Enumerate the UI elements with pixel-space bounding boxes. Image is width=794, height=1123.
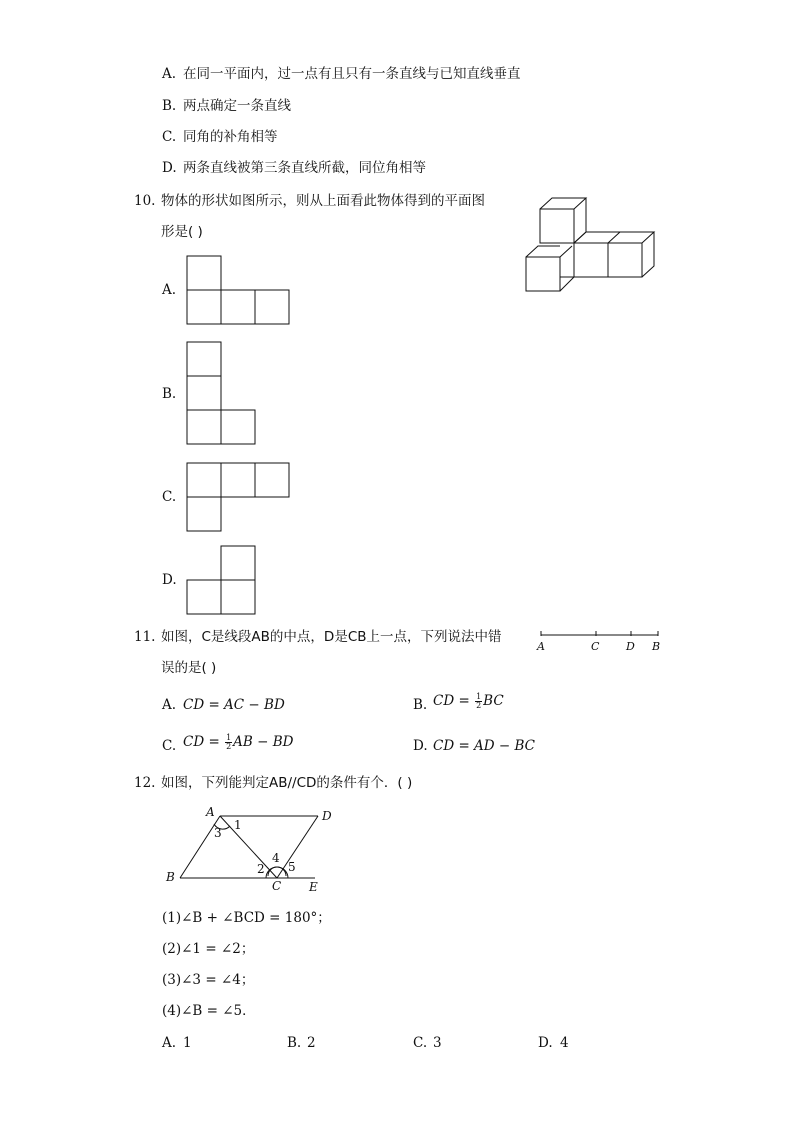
q12-option-d-label: D. (538, 1035, 553, 1051)
q9-option-c-label: C. (162, 129, 177, 145)
q11-option-a-label: A. (162, 697, 177, 713)
q10-stem-line2: 形是( ) (161, 224, 203, 240)
q12-stem: 如图，下列能判定AB∕∕CD的条件有个．( ) (161, 775, 413, 791)
q12-number: 12. (134, 775, 156, 791)
q11-stem-line1: 如图，C是线段AB的中点，D是CB上一点，下列说法中错 (161, 629, 502, 645)
q12-angle-4-label: 4 (272, 851, 280, 865)
q9-option-d-text: 两条直线被第三条直线所截，同位角相等 (183, 160, 426, 176)
q12-point-b-label: B (166, 870, 175, 884)
q10-option-a-figure (186, 255, 290, 325)
q10-stem-line1: 物体的形状如图所示，则从上面看此物体得到的平面图 (161, 193, 485, 209)
q12-condition-1: (1)∠B + ∠BCD = 180°； (162, 910, 331, 926)
q11-option-c-text: CD = $\frac{1}{2}$ AB − BD (183, 733, 294, 751)
q11-point-b-label: B (652, 640, 661, 653)
q12-condition-3: (3)∠3 = ∠4； (162, 972, 255, 988)
q12-point-a-label: A (206, 805, 215, 819)
q9-option-b-label: B. (162, 98, 177, 114)
q11-point-c-label: C (591, 640, 600, 653)
q10-option-a-label: A. (162, 282, 177, 298)
q12-parallelogram-figure (160, 804, 330, 894)
q10-option-c-figure (186, 462, 290, 532)
q12-angle-2-label: 2 (257, 862, 265, 876)
q12-angle-5-label: 5 (288, 860, 296, 874)
q11-option-c-label: C. (162, 738, 177, 754)
q10-option-c-label: C. (162, 489, 177, 505)
q9-option-a-text: 在同一平面内，过一点有且只有一条直线与已知直线垂直 (183, 66, 521, 82)
q10-option-b-label: B. (162, 386, 177, 402)
q9-option-b-text: 两点确定一条直线 (183, 98, 291, 114)
q12-option-d-text: 4 (560, 1035, 569, 1051)
q12-angle-3-label: 3 (214, 826, 222, 840)
q12-angle-1-label: 1 (234, 818, 242, 832)
q12-option-a-label: A. (162, 1035, 177, 1051)
q9-option-a-label: A. (162, 66, 177, 82)
q11-option-d-label: D. (413, 738, 428, 754)
q10-number: 10. (134, 193, 156, 209)
q12-option-b-label: B. (287, 1035, 302, 1051)
q11-number: 11. (134, 629, 156, 645)
q10-option-b-figure (186, 341, 256, 445)
q11-point-d-label: D (626, 640, 635, 653)
q9-option-d-label: D. (162, 160, 177, 176)
q11-option-b-label: B. (413, 697, 428, 713)
q12-point-e-label: E (309, 880, 318, 894)
q11-point-a-label: A (537, 640, 545, 653)
q11-option-a-text: CD = AC − BD (183, 697, 285, 713)
q11-option-b-text: CD = $\frac{1}{2}$ BC (433, 692, 504, 710)
q10-object-figure (522, 195, 662, 295)
q12-option-a-text: 1 (183, 1035, 192, 1051)
q12-condition-2: (2)∠1 = ∠2； (162, 941, 255, 957)
q11-stem-line2: 误的是( ) (161, 660, 217, 676)
q12-option-b-text: 2 (307, 1035, 316, 1051)
q9-option-c-text: 同角的补角相等 (183, 129, 278, 145)
q10-option-d-label: D. (162, 572, 177, 588)
q12-point-d-label: D (322, 809, 332, 823)
q12-option-c-text: 3 (433, 1035, 442, 1051)
q12-option-c-label: C. (413, 1035, 428, 1051)
q10-option-d-figure (186, 545, 256, 615)
q11-option-d-text: CD = AD − BC (433, 738, 536, 754)
q12-point-c-label: C (272, 879, 282, 893)
q12-condition-4: (4)∠B = ∠5． (162, 1003, 256, 1019)
